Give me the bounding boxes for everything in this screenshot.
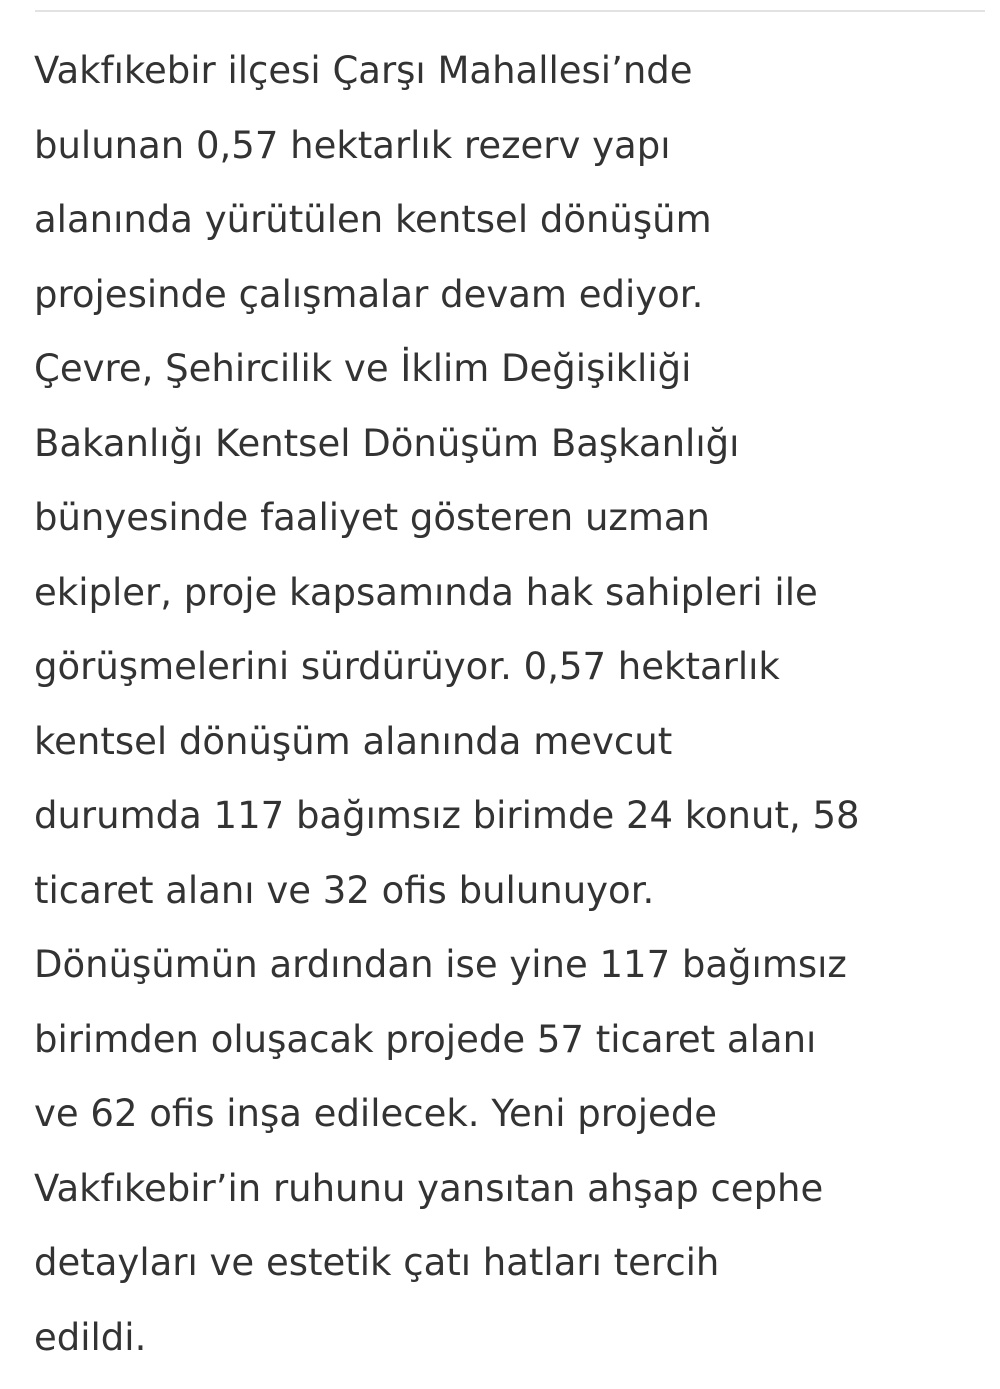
article-line: ve 62 ofis inşa edilecek. Yeni projede (34, 1092, 718, 1135)
article-body (34, 34, 984, 1375)
article-line: edildi. (34, 1315, 147, 1359)
article-line: alanında yürütülen kentsel dönüşüm (34, 198, 712, 241)
article-line: bünyesinde faaliyet gösteren uzman (34, 496, 711, 539)
article-line: detayları ve estetik çatı hatları tercih (34, 1241, 720, 1284)
article-line: birimden oluşacak projede 57 ticaret alanı (34, 1017, 817, 1061)
article-line: görüşmelerini sürdürüyor. 0,57 hektarlık (34, 645, 780, 688)
article-line: projesinde çalışmalar devam ediyor. (34, 272, 704, 316)
article-line: Vakfıkebir ilçesi Çarşı Mahallesi’nde (34, 49, 693, 92)
article-line: Vakfıkebir’in ruhunu yansıtan ahşap cephe (34, 1166, 824, 1210)
article-line: kentsel dönüşüm alanında mevcut (34, 719, 673, 763)
article-line: ekipler, proje kapsamında hak sahipleri ile (34, 570, 818, 614)
article-line: Dönüşümün ardından ise yine 117 bağımsız (34, 943, 847, 986)
top-divider (35, 10, 985, 12)
article-line: bulunan 0,57 hektarlık rezerv yapı (34, 123, 671, 167)
article-line: ticaret alanı ve 32 ofis bulunuyor. (34, 868, 655, 912)
article-line: Çevre, Şehircilik ve İklim Değişikliği (34, 347, 692, 390)
article-line: durumda 117 bağımsız birimde 24 konut, 58 (34, 794, 860, 837)
article-line: Bakanlığı Kentsel Dönüşüm Başkanlığı (34, 421, 740, 465)
